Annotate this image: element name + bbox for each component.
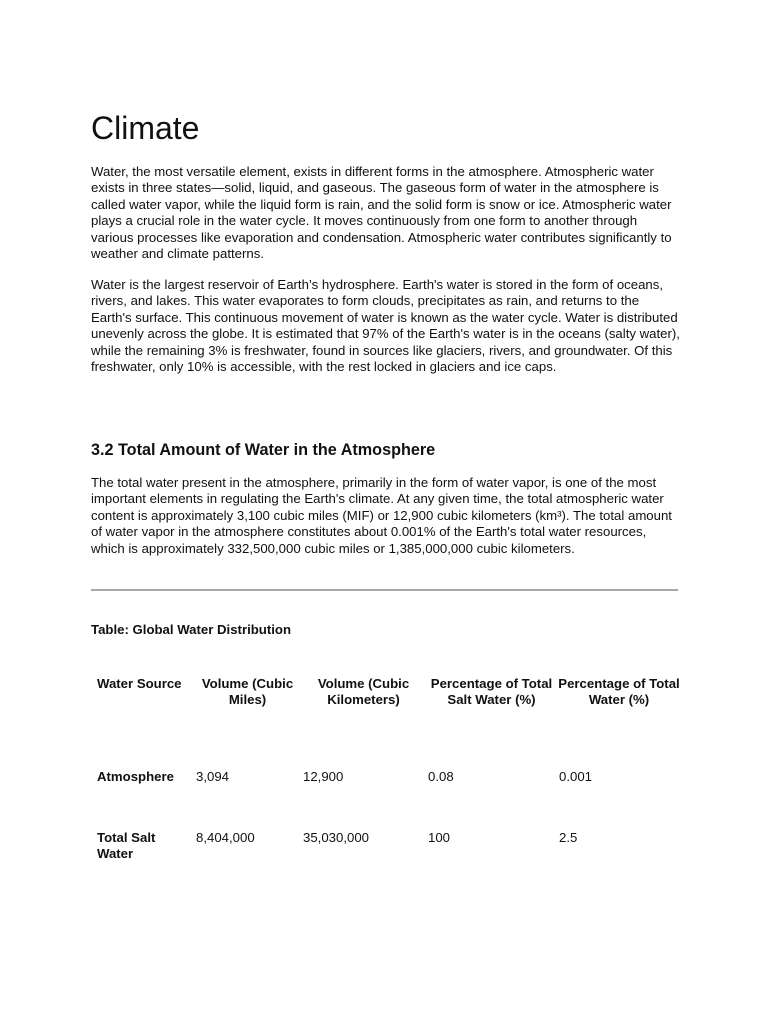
table-cell: 0.08 [428, 769, 454, 784]
paragraph-atmospheric-water: The total water present in the atmosphere, primarily in the form of water vapor, is one of the most important elements in regulating the Earth's climate. At any given time, the total atmospheric water content is approximately 3,100 cubic miles (MIF) or 12,900 cubic kilometers (km³). The total amount of water vapor in the atmosphere constitutes about 0.001% of the Earth's total water resources, which is approximately 332,500,000 cubic miles or 1,385,000,000 cubic kilometers. [91, 475, 672, 556]
paragraph-hydrosphere: Water is the largest reservoir of Earth’s hydrosphere. Earth's water is stored in the form of oceans, rivers, and lakes. This water evaporates to form clouds, precipitates as rain, and returns to the Earth's surface. This continuous movement of water is known as the water cycle. Water is distributed unevenly across the globe. It is estimated that 97% of the Earth's water is in the oceans (salty water), while the remaining 3% is freshwater, found in sources like glaciers, rivers, and groundwater. Of this freshwater, only 10% is accessible, with the rest locked in glaciers and ice caps. [91, 277, 680, 375]
horizontal-divider [91, 589, 678, 591]
table-cell: 100 [428, 830, 451, 845]
table-row [91, 760, 681, 821]
column-header-volume-km: Volume (Cubic Kilometers) [317, 676, 410, 708]
column-header-percent-salt: Percentage of Total Salt Water (%) [430, 676, 553, 708]
table-cell: Atmosphere [97, 769, 174, 784]
table-header-row [91, 668, 681, 760]
table-cell: 3,094 [196, 769, 230, 784]
table-cell: 12,900 [303, 769, 344, 784]
paragraph-intro: Water, the most versatile element, exists in different forms in the atmosphere. Atmospheric water exists in three states—solid, liquid, and gaseous. The gaseous form of water in the atmosphere is called water vapor, while the liquid form is rain, and the solid form is snow or ice. Atmospheric water plays a crucial role in the water cycle. It moves continuously from one form to another through various processes like evaporation and condensation. Atmospheric water contributes significantly to weather and climate patterns. [91, 164, 672, 262]
column-header-volume-miles: Volume (Cubic Miles) [201, 676, 294, 708]
table-cell: 8,404,000 [196, 830, 255, 845]
table-cell: Total Salt Water [97, 830, 156, 862]
water-distribution-table [91, 668, 681, 870]
column-header-water-source: Water Source [97, 676, 182, 691]
table-row [91, 821, 681, 870]
page-title: Climate [91, 110, 200, 146]
table-cell: 2.5 [559, 830, 578, 845]
table-cell: 35,030,000 [303, 830, 370, 845]
table-caption: Table: Global Water Distribution [91, 622, 292, 637]
table-cell: 0.001 [559, 769, 593, 784]
column-header-percent-total: Percentage of Total Water (%) [558, 676, 680, 708]
section-heading: 3.2 Total Amount of Water in the Atmosphere [91, 441, 436, 459]
